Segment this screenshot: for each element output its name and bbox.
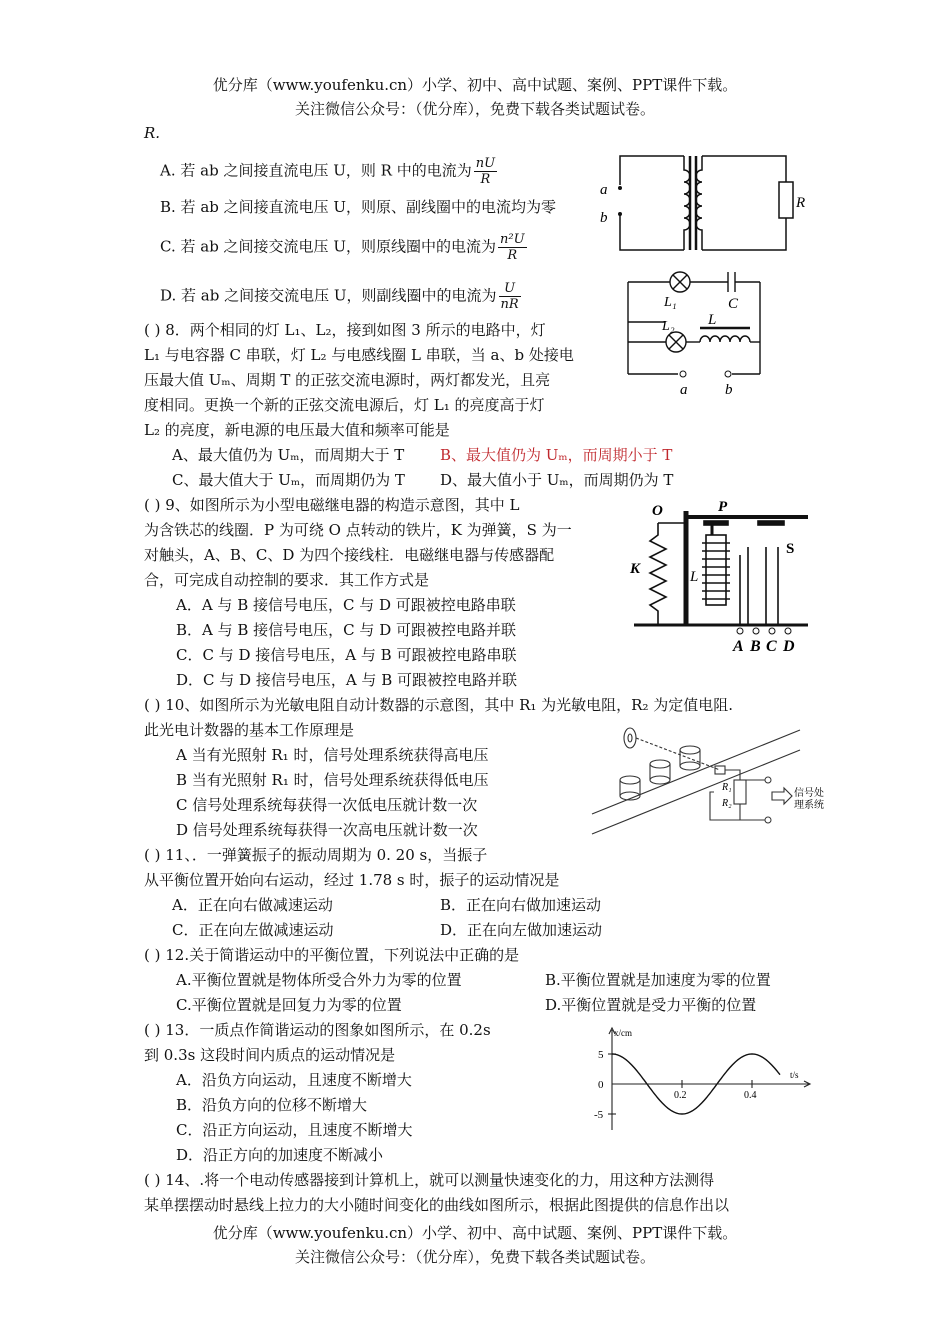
q8-option-a: A、最大值仍为 Uₘ，而周期大于 T — [172, 446, 405, 464]
q7-fig-r-label: R — [796, 195, 806, 211]
q12-option-d: D.平衡位置就是受力平衡的位置 — [545, 996, 757, 1014]
q14-stem-line-2: 某单摆摆动时悬线上拉力的大小随时间变化的曲线如图所示，根据此图提供的信息作出以 — [144, 1196, 730, 1214]
q10-option-c: C 信号处理系统每获得一次低电压就计数一次 — [176, 796, 478, 814]
q7-option-c-fraction — [498, 232, 527, 263]
q8-option-c: C、最大值大于 Uₘ，而周期仍为 T — [172, 471, 405, 489]
q7-c-num: n²U — [499, 232, 525, 247]
q9-option-b: B．A 与 B 接信号电压，C 与 D 可跟被控电路并联 — [176, 621, 516, 639]
q8-stem-line-3: 压最大值 Uₘ、周期 T 的正弦交流电源时，两灯都发光，且亮 — [144, 371, 551, 389]
q12-option-b: B.平衡位置就是加速度为零的位置 — [545, 971, 771, 989]
q10-option-b: B 当有光照射 R₁ 时，信号处理系统获得低电压 — [176, 771, 489, 789]
q7-option-b: B. 若 ab 之间接直流电压 U，则原、副线圈中的电流均为零 — [160, 198, 557, 216]
q8-fig-l1-label: L₁ — [664, 295, 677, 310]
q8-fig-l-label: L — [708, 312, 717, 328]
q13-stem-line-1: ( ) 13．一质点作简谐运动的图象如图所示，在 0.2s — [144, 1021, 491, 1039]
q8-stem-line-4: 度相同。更换一个新的正弦交流电源后，灯 L₁ 的亮度高于灯 — [144, 396, 545, 414]
q8-terminal-b — [725, 371, 731, 377]
q9-terminal-b — [753, 628, 759, 634]
q7-option-c — [160, 232, 527, 263]
q10-fig-sys-line-1: 信号处 — [794, 788, 824, 799]
q9-terminal-d — [785, 628, 791, 634]
q11-option-a: A．正在向右做减速运动 — [172, 896, 333, 914]
q9-terminal-c — [769, 628, 775, 634]
q9-fig-d-label: D — [783, 638, 795, 655]
q11-option-c: C．正在向左做减速运动 — [172, 921, 334, 939]
q7-option-d — [160, 281, 521, 312]
q8-fig-l2-label: L₂ — [662, 319, 675, 334]
header-line-2: 关注微信公众号：（优分库），免费下载各类试题试卷。 — [294, 100, 655, 118]
q9-fig-a-label: A — [733, 638, 744, 655]
q11-option-b: B．正在向右做加速运动 — [440, 896, 602, 914]
q13-stem-line-2: 到 0.3s 这段时间内质点的运动情况是 — [144, 1046, 396, 1064]
q7-a-den: R — [480, 172, 491, 187]
q9-stem-line-1: ( ) 9、如图所示为小型电磁继电器的构造示意图，其中 L — [144, 496, 520, 514]
q7-option-a-text: A. 若 ab 之间接直流电压 U，则 R 中的电流为 — [160, 161, 472, 180]
q8-option-d: D、最大值小于 Uₘ，而周期仍为 T — [440, 471, 674, 489]
q13-option-a: A．沿负方向运动，且速度不断增大 — [176, 1071, 412, 1089]
q8-fig-a-label: a — [680, 382, 688, 398]
q10-counter-figure — [590, 722, 830, 842]
q7-terminal-a — [618, 186, 622, 190]
q7-transformer-figure — [596, 150, 816, 260]
q9-fig-p-label: P — [718, 499, 728, 515]
q10-option-a: A 当有光照射 R₁ 时，信号处理系统获得高电压 — [176, 746, 489, 764]
q9-fig-o-label: O — [652, 503, 663, 519]
q10-stem-line-2: 此光电计数器的基本工作原理是 — [144, 721, 355, 739]
q12-option-a: A.平衡位置就是物体所受合外力为零的位置 — [176, 971, 462, 989]
q13-option-c: C．沿正方向运动，且速度不断增大 — [176, 1121, 413, 1139]
q7-d-den: nR — [500, 297, 519, 312]
q12-stem: ( ) 12.关于简谐运动中的平衡位置，下列说法中正确的是 — [144, 946, 520, 964]
q10-fig-r1-label: R₁ — [722, 782, 732, 793]
q13-fig-xlabel: t/s — [790, 1070, 799, 1080]
q11-stem-line-1: ( ) 11、．一弹簧振子的振动周期为 0. 20 s，当振子 — [144, 846, 488, 864]
q10-stem-line-1: ( ) 10、如图所示为光敏电阻自动计数器的示意图，其中 R₁ 为光敏电阻，R₂ 为定值电阻. — [144, 696, 734, 714]
q9-stem-line-2: 为含铁芯的线圈．P 为可绕 O 点转动的铁片，K 为弹簧，S 为一 — [144, 521, 572, 539]
q10-option-d: D 信号处理系统每获得一次高电压就计数一次 — [176, 821, 478, 839]
q7-fig-b-label: b — [600, 210, 608, 226]
q10-fig-sys-line-2: 理系统 — [794, 800, 824, 811]
q9-stem-line-4: 合，可完成自动控制的要求．其工作方式是 — [144, 571, 430, 589]
q9-fig-s-label: S — [786, 541, 795, 557]
q13-option-b: B．沿负方向的位移不断增大 — [176, 1096, 368, 1114]
q8-stem-line-2: L₁ 与电容器 C 串联，灯 L₂ 与电感线圈 L 串联，当 a、b 处接电 — [144, 346, 574, 364]
q11-stem-line-2: 从平衡位置开始向右运动，经过 1.78 s 时，振子的运动情况是 — [144, 871, 560, 889]
q8-fig-b-label: b — [725, 382, 733, 398]
q10-terminal-bottom — [765, 817, 771, 823]
q9-terminal-a — [737, 628, 743, 634]
q12-option-c: C.平衡位置就是回复力为零的位置 — [176, 996, 402, 1014]
q7-option-a-fraction — [474, 156, 497, 187]
q13-fig-x04: 0.4 — [744, 1090, 757, 1101]
q13-graph-figure — [590, 1022, 820, 1132]
q8-option-b: B、最大值仍为 Uₘ，而周期小于 T — [440, 446, 673, 464]
q7-option-a — [160, 156, 497, 187]
q10-fig-r2-label: R₂ — [722, 798, 732, 809]
q7-fig-a-label: a — [600, 182, 608, 198]
q9-stem-line-3: 对触头，A、B、C、D 为四个接线柱．电磁继电器与传感器配 — [144, 546, 555, 564]
q13-option-d: D．沿正方向的加速度不断减小 — [176, 1146, 384, 1164]
q7-c-den: R — [507, 248, 518, 263]
q9-fig-l-label: L — [690, 569, 699, 585]
footer-line-1: 优分库（www.youfenku.cn）小学、初中、高中试题、案例、PPT课件下载。 — [212, 1224, 738, 1242]
q9-option-c: C．C 与 D 接信号电压，A 与 B 可跟被控电路串联 — [176, 646, 517, 664]
q7-option-d-text: D. 若 ab 之间接交流电压 U，则副线圈中的电流为 — [160, 286, 497, 305]
q13-fig-ym5: -5 — [594, 1109, 604, 1121]
q13-fig-y5: 5 — [598, 1049, 604, 1061]
q7-option-c-text: C. 若 ab 之间接交流电压 U，则原线圈中的电流为 — [160, 237, 496, 256]
q8-circuit-figure — [620, 262, 795, 402]
q7-option-d-fraction — [499, 281, 521, 312]
q10-terminal-top — [765, 777, 771, 783]
q8-terminal-a — [680, 371, 686, 377]
q9-relay-figure — [628, 495, 818, 655]
q8-stem-line-5: L₂ 的亮度，新电源的电压最大值和频率可能是 — [144, 421, 450, 439]
q13-fig-x02: 0.2 — [674, 1090, 687, 1101]
q13-fig-ylabel: x/cm — [614, 1028, 632, 1038]
q7-a-num: nU — [475, 156, 496, 171]
q7-d-num: U — [499, 281, 521, 297]
q14-stem-line-1: ( ) 14、.将一个电动传感器接到计算机上，就可以测量快速变化的力，用这种方法测得 — [144, 1171, 715, 1189]
q7-tail: R. — [144, 124, 161, 142]
q7-terminal-b — [618, 212, 622, 216]
q9-fig-k-label: K — [630, 561, 641, 577]
q9-fig-c-label: C — [766, 638, 777, 655]
q8-stem-line-1: ( ) 8．两个相同的灯 L₁、L₂，接到如图 3 所示的电路中，灯 — [144, 321, 546, 339]
q13-fig-y0: 0 — [598, 1079, 604, 1091]
footer-line-2: 关注微信公众号：（优分库），免费下载各类试题试卷。 — [294, 1248, 655, 1266]
q9-option-d: D．C 与 D 接信号电压，A 与 B 可跟被控电路并联 — [176, 671, 517, 689]
q9-fig-b-label: B — [750, 638, 761, 655]
header-line-1: 优分库（www.youfenku.cn）小学、初中、高中试题、案例、PPT课件下载。 — [212, 76, 738, 94]
q11-option-d: D．正在向左做加速运动 — [440, 921, 603, 939]
q8-fig-c-label: C — [728, 296, 739, 312]
q9-option-a: A．A 与 B 接信号电压，C 与 D 可跟被控电路串联 — [176, 596, 516, 614]
